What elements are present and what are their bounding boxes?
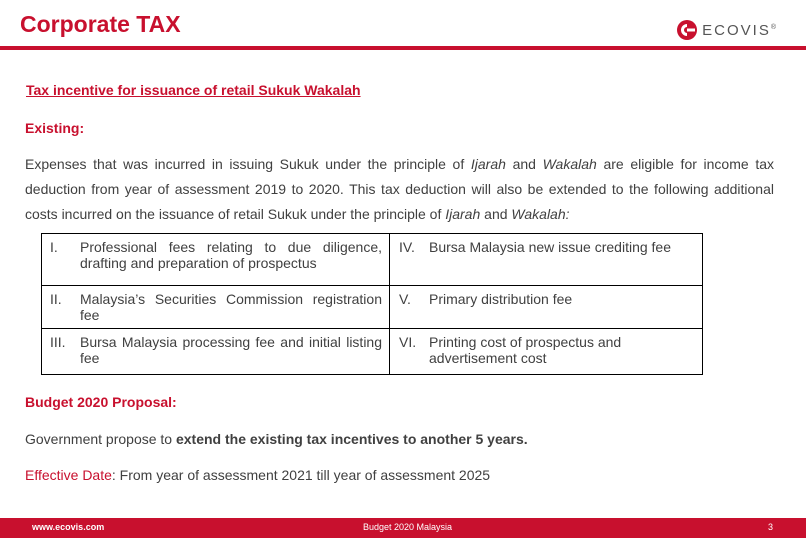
table-cell	[42, 286, 390, 329]
page-title: Corporate TAX	[20, 11, 181, 37]
item-number: III.	[50, 334, 66, 350]
ecovis-logo-icon	[676, 19, 698, 41]
item-text: Primary distribution fee	[429, 291, 573, 307]
item-text: Professional fees relating to due diligence, drafting and preparation of prospectus	[80, 239, 382, 271]
table-row	[42, 234, 703, 286]
table-cell	[42, 234, 390, 286]
budget-proposal-text: Government propose to extend the existing tax incentives to another 5 years.	[25, 431, 528, 447]
item-text: Bursa Malaysia processing fee and initial listing fee	[80, 334, 382, 366]
existing-paragraph: Expenses that was incurred in issuing Sukuk under the principle of Ijarah and Wakalah are eligible for income tax deduction from year of assessment 2019 to 2020. This tax deduction will also be extended to the following additional costs incurred on the issuance of retail Sukuk under the principle of Ijarah and Wakalah:	[25, 156, 774, 222]
table-row	[42, 286, 703, 329]
existing-heading: Existing:	[25, 120, 85, 136]
header-divider	[0, 46, 806, 50]
page-number: 3	[768, 522, 774, 532]
item-text: Malaysia’s Securities Commission registration fee	[80, 291, 382, 323]
logo-wordmark: ECOVIS®	[702, 21, 776, 39]
budget-heading: Budget 2020 Proposal:	[25, 394, 177, 410]
item-number: VI.	[399, 334, 417, 350]
item-text: Bursa Malaysia new issue crediting fee	[429, 239, 672, 255]
item-number: II.	[50, 291, 62, 307]
effective-date-label: Effective Date	[25, 467, 112, 483]
footer-title: Budget 2020 Malaysia	[363, 522, 453, 532]
table-cell	[390, 234, 703, 286]
footer-website-link[interactable]: www.ecovis.com	[32, 522, 105, 532]
item-number: IV.	[399, 239, 415, 255]
item-text: Printing cost of prospectus and advertisement cost	[429, 334, 622, 366]
section-subtitle: Tax incentive for issuance of retail Sukuk Wakalah	[26, 82, 361, 98]
ecovis-logo	[676, 19, 776, 41]
item-number: V.	[399, 291, 411, 307]
table-cell	[390, 329, 703, 375]
cost-items-table	[41, 233, 703, 375]
effective-date-text: Effective Date: From year of assessment 2021 till year of assessment 2025	[25, 467, 491, 483]
item-number: I.	[50, 239, 58, 255]
table-cell	[42, 329, 390, 375]
table-row	[42, 329, 703, 375]
footer-bar	[0, 518, 806, 538]
table-cell	[390, 286, 703, 329]
